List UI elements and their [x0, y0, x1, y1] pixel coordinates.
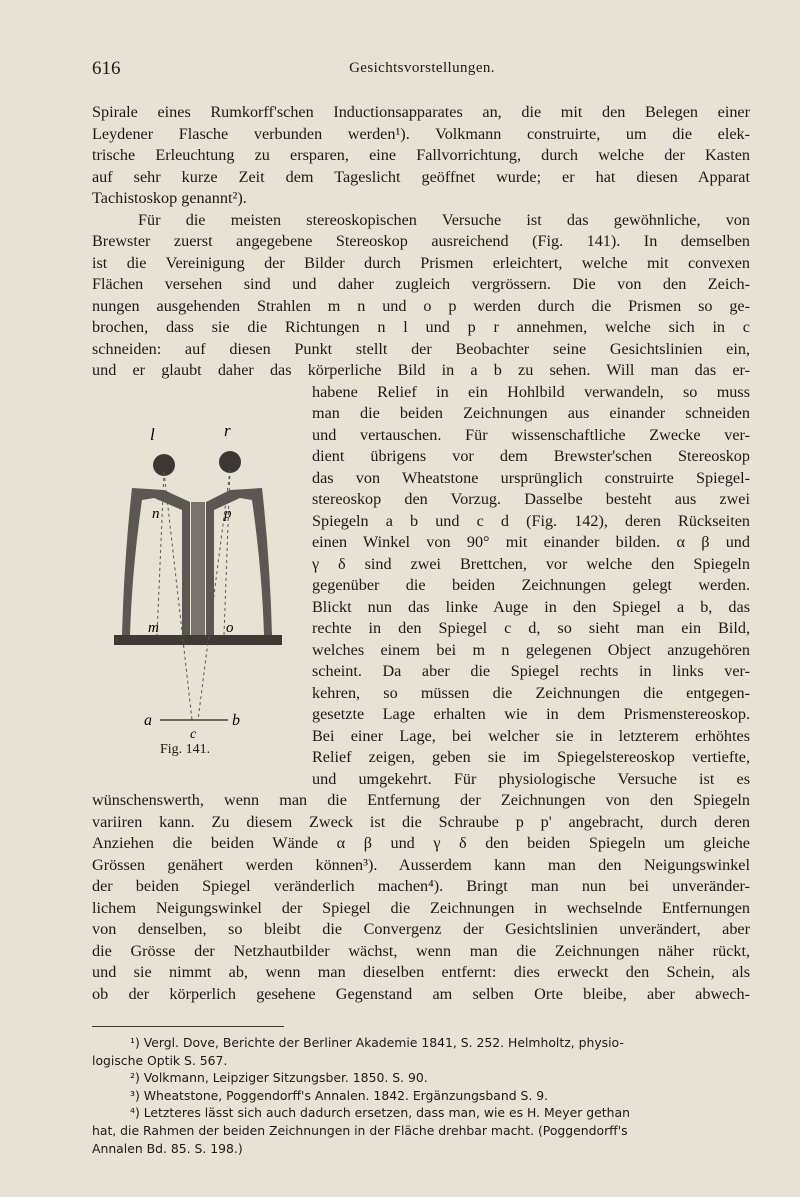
text-line: ob der körperlich gesehene Gegenstand am selben Orte bleibe, aber abwech-	[92, 984, 750, 1003]
text-line: lichem Neigungswinkel der Spiegel die Zeichnungen in wechselnde Entfernungen	[92, 898, 750, 917]
text-line: brochen, dass sie die Richtungen n l und p r annehmen, welche sich in c	[92, 318, 750, 336]
text-line: von denselben, so bleibt die Convergenz der Gesichtslinien unverändert, aber	[92, 920, 750, 938]
text-line: scheint. Da aber die Spiegel rechts in links ver-	[312, 662, 750, 680]
text-line: das von Wheatstone ursprünglich construirte Spiegel-	[312, 468, 750, 487]
body-text-wrapped	[312, 382, 750, 791]
text-line: Blickt nun das linke Auge in den Spiegel a b, das	[312, 597, 750, 616]
text-line: ist die Vereinigung der Bilder durch Prismen erleichtert, welche mit convexen	[92, 253, 750, 272]
label-o: o	[226, 620, 234, 636]
text-line: Brewster zuerst angegebene Stereoskop ausreichend (Fig. 141). In demselben	[92, 232, 750, 250]
label-l: l	[150, 425, 155, 444]
text-line: Relief zeigen, geben sie im Spiegelstereoskop vertiefte,	[312, 748, 750, 766]
text-line: dient übrigens vor dem Brewster'schen Stereoskop	[312, 447, 750, 465]
page-number: 616	[92, 58, 121, 79]
page-header	[92, 58, 752, 84]
running-head: Gesichtsvorstellungen.	[349, 60, 495, 76]
text-line: Grössen genähert werden können³). Ausserdem kann man den Neigungswinkel	[92, 855, 750, 874]
footnote-rule	[92, 1026, 284, 1027]
text-line: auf sehr kurze Zeit dem Tageslicht geöffnet wurde; er hat diesen Apparat	[92, 167, 750, 186]
label-m: m	[148, 620, 159, 636]
label-n: n	[152, 506, 160, 522]
text-line: und sie nimmt ab, wenn man dieselben entfernt: dies erweckt den Schein, als	[92, 963, 750, 981]
right-prism-housing	[206, 488, 272, 640]
base-board	[114, 635, 282, 645]
stereoscope-drawing	[112, 410, 297, 740]
right-eye-lens	[219, 451, 241, 473]
text-line: Spirale eines Rumkorff'schen Inductionsapparates an, die mit den Belegen einer	[92, 103, 750, 121]
text-line: gesetzte Lage erhalten wie in dem Prismenstereoskop.	[312, 705, 750, 723]
text-line: Leydener Flasche verbunden werden¹). Volkmann construirte, um die elek-	[92, 124, 750, 143]
text-line: Tachistoskop genannt²).	[92, 189, 247, 207]
text-line: stereoskop den Vorzug. Dasselbe besteht aus zwei	[312, 490, 750, 508]
body-text-top	[92, 102, 750, 382]
text-line: der beiden Spiegel veränderlich machen⁴). Bringt man nun bei unveränder-	[92, 877, 750, 895]
body-text-bottom	[92, 790, 750, 1005]
label-c: c	[190, 727, 197, 740]
text-line: und umgekehrt. Für physiologische Versuche ist es	[312, 769, 750, 788]
text-line: γ δ sind zwei Brettchen, vor welche den Spiegeln	[312, 554, 750, 573]
text-line: nungen ausgehenden Strahlen m n und o p werden durch die Prismen so ge-	[92, 296, 750, 315]
text-line: kehren, so müssen die Zeichnungen die entgegen-	[312, 683, 750, 702]
footnote-3: ³) Wheatstone, Poggendorff's Annalen. 1842. Ergänzungsband S. 9.	[130, 1087, 549, 1103]
text-line: man die beiden Zeichnungen aus einander schneiden	[312, 404, 750, 422]
text-line: variiren kann. Zu diesem Zweck ist die Schraube p p' angebracht, durch deren	[92, 812, 750, 831]
footnotes	[92, 1034, 752, 1157]
label-b: b	[232, 712, 240, 729]
text-line: und er glaubt daher das körperliche Bild in a b zu sehen. Will man das er-	[92, 361, 750, 379]
footnote-1: ¹) Vergl. Dove, Berichte der Berliner Akademie 1841, S. 252. Helmholtz, physio-	[130, 1035, 624, 1050]
text-line: Bei einer Lage, bei welcher sie in letzterem erhöhtes	[312, 726, 750, 745]
text-line: Für die meisten stereoskopischen Versuche ist das gewöhnliche, von	[138, 210, 750, 229]
footnote-2: ²) Volkmann, Leipziger Sitzungsber. 1850. S. 90.	[130, 1070, 428, 1086]
text-line: einen Winkel von 90° mit einander bilden. α β und	[312, 533, 750, 551]
label-r: r	[224, 421, 231, 440]
text-line: welches einem bei m n gelegenen Object anzugehören	[312, 640, 750, 659]
text-line: schneiden: auf diesen Punkt stellt der Beobachter seine Gesichtslinien ein,	[92, 339, 750, 358]
footnote-4: ⁴) Letzteres lässt sich auch dadurch ersetzen, dass man, wie es H. Meyer gethan	[130, 1105, 630, 1121]
figure-caption: Fig. 141.	[160, 742, 211, 757]
text-line: Flächen versehen sind und daher zugleich vergrössern. Die von den Zeich-	[92, 275, 750, 293]
footnote-4-cont: Annalen Bd. 85. S. 198.)	[92, 1140, 243, 1156]
label-a: a	[144, 712, 152, 729]
text-line: die Grösse der Netzhautbilder wächst, wenn man die Zeichnungen näher rückt,	[92, 941, 750, 960]
text-line: habene Relief in ein Hohlbild verwandeln, so muss	[312, 382, 750, 401]
text-line: Spiegeln a b und c d (Fig. 142), deren Rückseiten	[312, 511, 750, 530]
text-line: rechte in den Spiegel c d, so sieht man ein Bild,	[312, 619, 750, 637]
text-line: trische Erleuchtung zu ersparen, eine Fallvorrichtung, durch welche der Kasten	[92, 146, 750, 164]
text-line: und vertauschen. Für wissenschaftliche Zwecke ver-	[312, 425, 750, 444]
footnote-1-cont: logische Optik S. 567.	[92, 1052, 228, 1068]
footnote-4-cont: hat, die Rahmen der beiden Zeichnungen in der Fläche drehbar macht. (Poggendorff's	[92, 1122, 628, 1138]
label-p: p	[224, 506, 232, 522]
figure-141-stereoscope	[112, 410, 297, 770]
text-line: gegenüber die beiden Zeichnungen gelegt werden.	[312, 576, 750, 594]
center-divider	[191, 502, 205, 640]
text-line: Anziehen die beiden Wände α β und γ δ den beiden Spiegeln um gleiche	[92, 834, 750, 852]
text-line: wünschenswerth, wenn man die Entfernung der Zeichnungen von den Spiegeln	[92, 791, 750, 809]
